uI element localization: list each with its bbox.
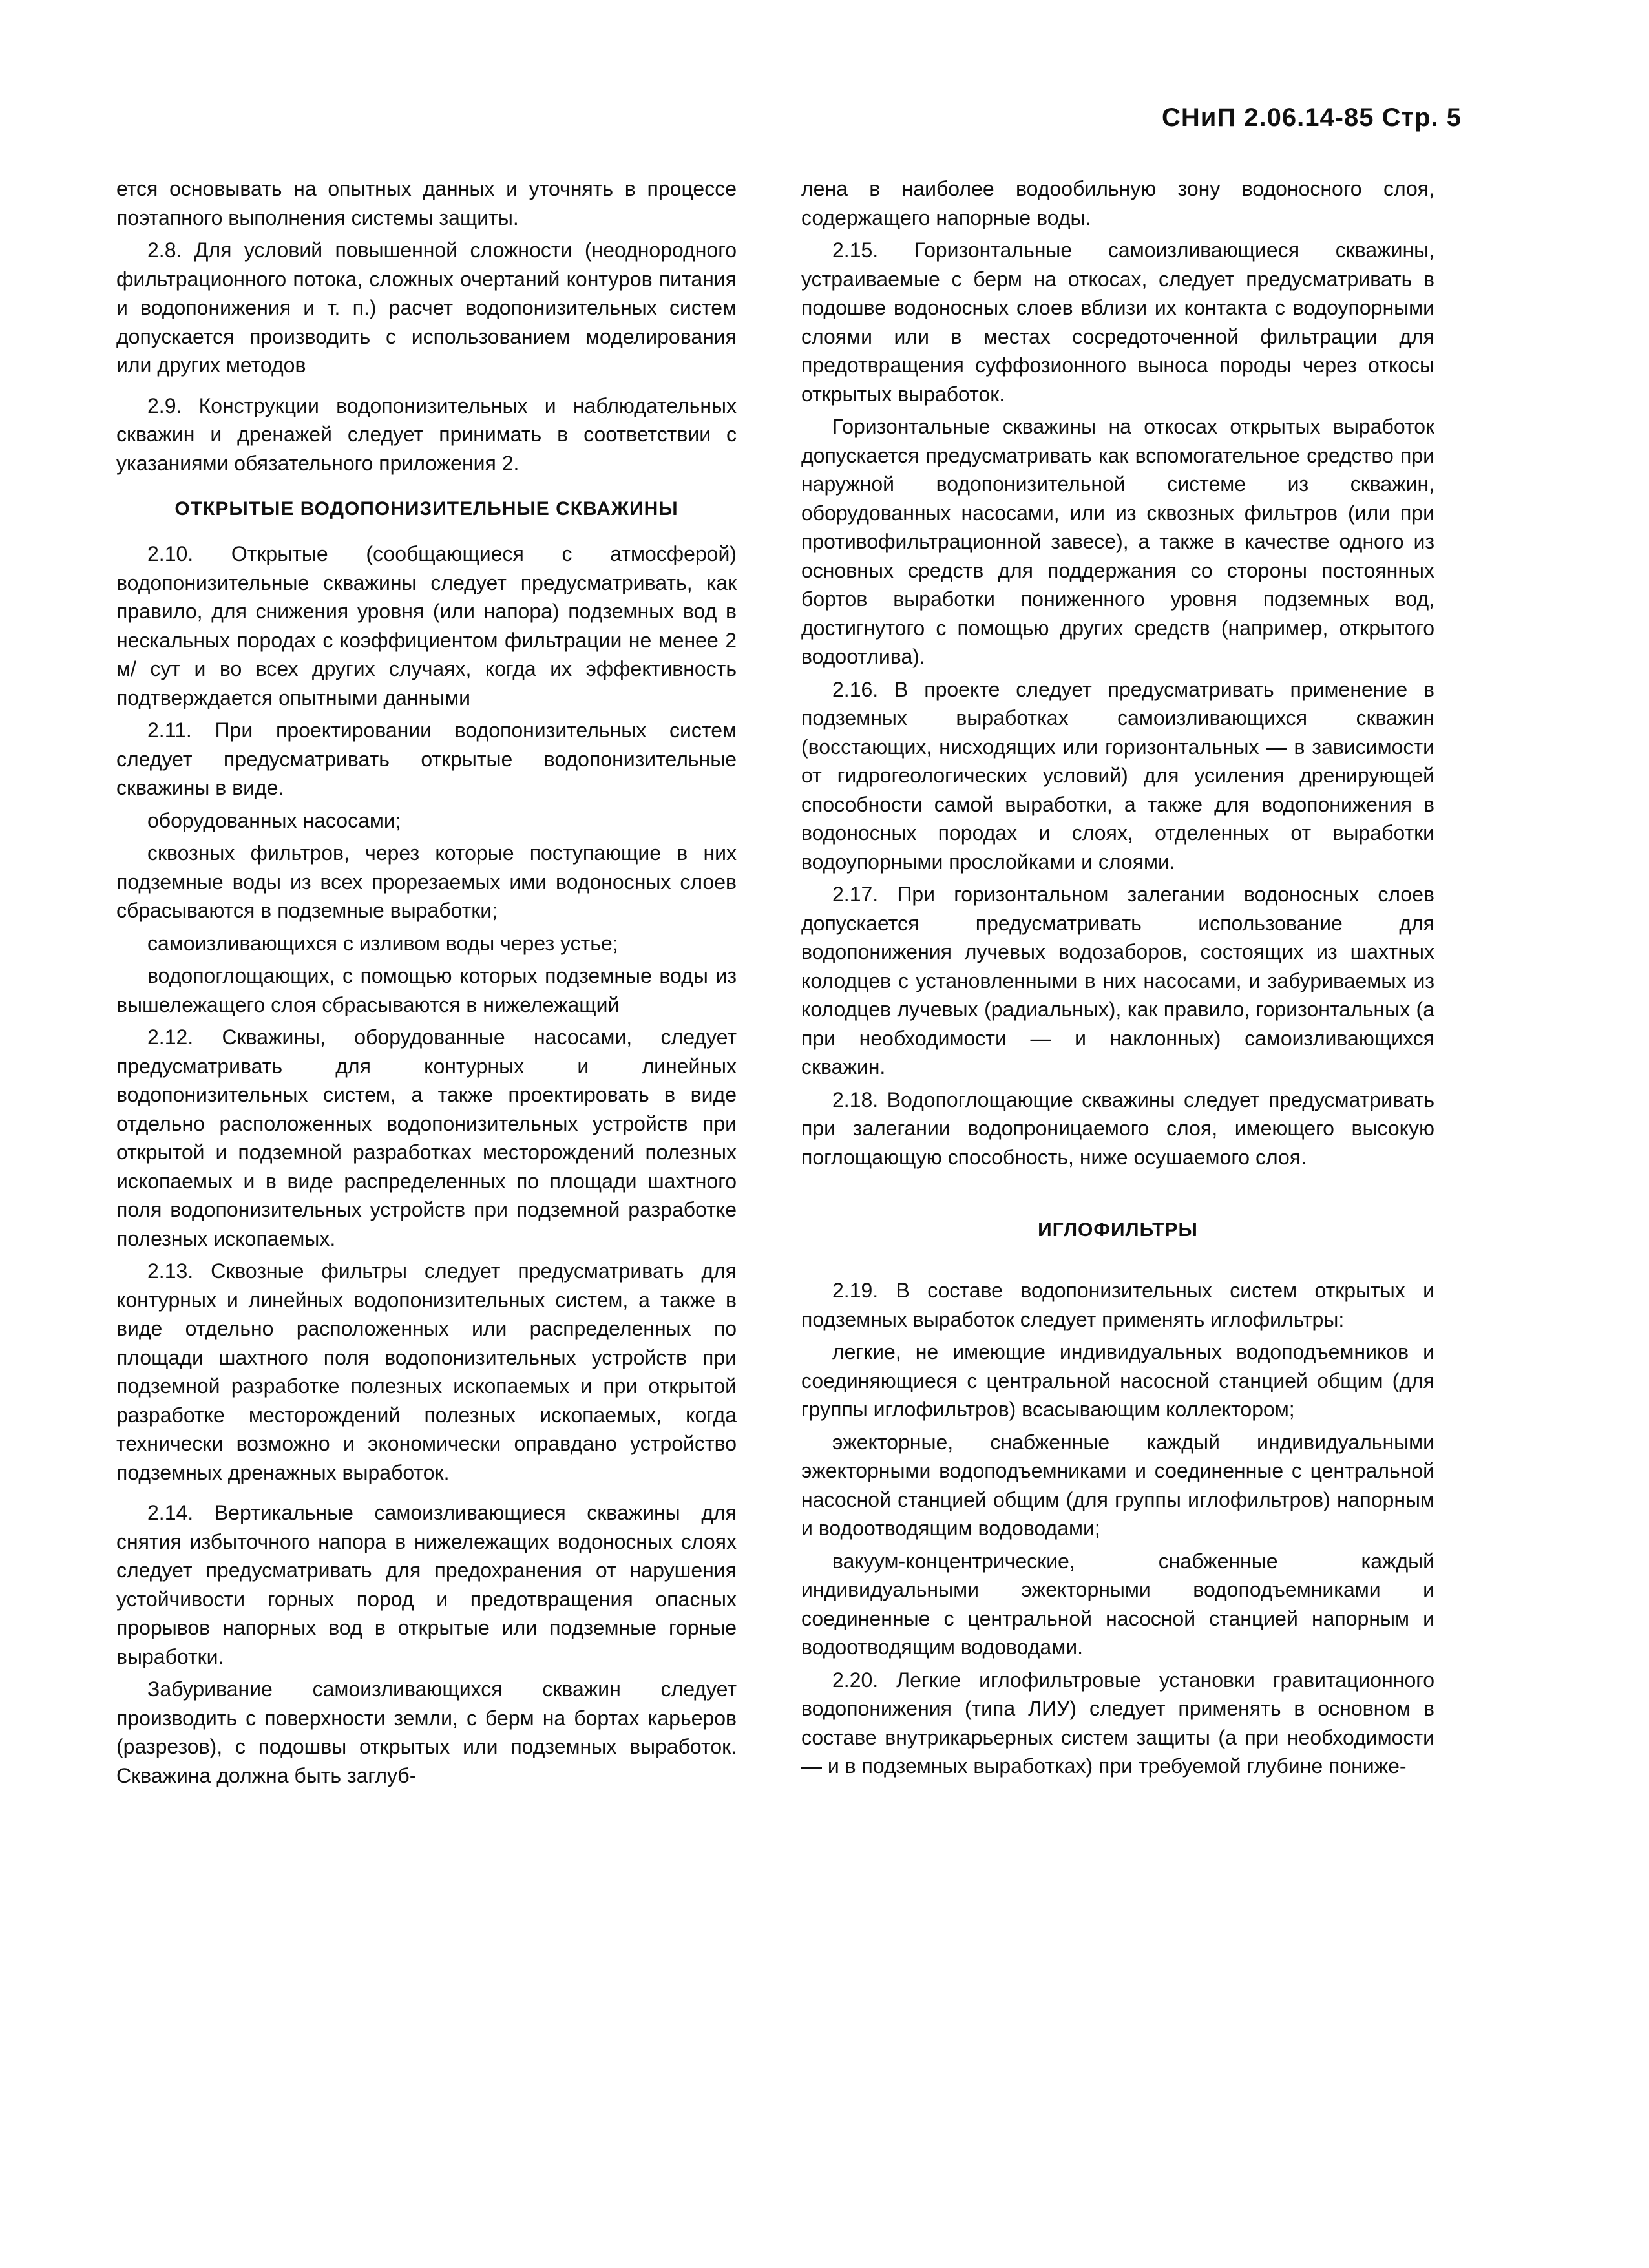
paragraph-2-13: 2.13. Сквозные фильтры следует предусматривать для контурных и линейных водопонизительных систем, а также в виде отдельно расположенных или распределенных по площади шахтного поля водопонизительных устройств при подземной разработке полезных ископаемых и при открытой разработке месторождений полезных ископаемых, когда технически возможно и экономически оправдано устройство подземных дренажных выработок. bbox=[116, 1259, 737, 1484]
paragraph-2-16: 2.16. В проекте следует предусматривать применение в подземных выработках самоизливающихся скважин (восстающих, нисходящих или горизонтальных — в зависимости от гидрогеологических условий) для усиления дренирующей способности самой выработки, а также для водопонижения в водоносных породах и слоях, отделенных от выработки водоупорными прослойками и слоями. bbox=[801, 677, 1434, 874]
left-column bbox=[116, 174, 737, 1794]
right-column bbox=[801, 174, 1434, 1785]
paragraph-2-19: 2.19. В составе водопонизительных систем открытых и подземных выработок следует применять иглофильтры: bbox=[801, 1279, 1434, 1331]
paragraph-2-15: 2.15. Горизонтальные самоизливающиеся скважины, устраиваемые с берм на откосах, следует предусматривать в подошве водоносных слоев вблизи их контакта с водоупорными слоями или в местах сосредоточенной фильтрации для предотвращения суффозионного выноса породы через откосы открытых выработок. bbox=[801, 238, 1434, 406]
paragraph-2-15-continued: Горизонтальные скважины на откосах открытых выработок допускается предусматривать как вспомогательное средство при наружной водопонизительной системе из скважин, оборудованных насосами, или из сквозных фильтров (или при противофильтрационной завесе), а также в качестве одного из основных средств для поддержания со стороны постоянных бортов выработки пониженного уровня подземных вод, достигнутого с помощью других средств (например, открытого водоотлива). bbox=[801, 415, 1434, 668]
list-item: эжекторные, снабженные каждый индивидуальными эжекторными водоподъемниками и соединенные с центральной насосной станцией общим (для группы иглофильтров) напорным и водоотводящим водоводами; bbox=[801, 1430, 1434, 1540]
section-heading-wellpoints: ИГЛОФИЛЬТРЫ bbox=[1038, 1219, 1198, 1241]
paragraph-2-8: 2.8. Для условий повышенной сложности (неоднородного фильтрационного потока, сложных очертаний контуров питания и водопонижения и т. п.) расчет водопонизительных систем допускается производить с использованием моделирования или других методов bbox=[116, 238, 737, 377]
paragraph-continuation: лена в наиболее водообильную зону водоносного слоя, содержащего напорные воды. bbox=[801, 177, 1434, 229]
paragraph-2-14: 2.14. Вертикальные самоизливающиеся скважины для снятия избыточного напора в нижележащих водоносных слоях следует предусматривать для предохранения от нарушения устойчивости горных пород и предотвращения опасных прорывов напорных вод в открытые или подземные горные выработки. bbox=[116, 1501, 737, 1668]
list-item: оборудованных насосами; bbox=[147, 808, 401, 832]
paragraph-2-17: 2.17. При горизонтальном залегании водоносных слоев допускается предусматривать использование для водопонижения лучевых водозаборов, состоящих из шахтных колодцев с установленными в них насосами, и забуриваемых из колодцев лучевых (радиальных), как правило, горизонтальных (а при необходимости — и наклонных) самоизливающихся скважин. bbox=[801, 883, 1434, 1078]
paragraph-2-11: 2.11. При проектировании водопонизительных систем следует предусматривать открытые водопонизительные скважины в виде. bbox=[116, 719, 737, 799]
list-item: легкие, не имеющие индивидуальных водоподъемников и соединяющиеся с центральной насосной станцией общим (для группы иглофильтров) всасывающим коллектором; bbox=[801, 1340, 1434, 1421]
paragraph-2-12: 2.12. Скважины, оборудованные насосами, следует предусматривать для контурных и линейных водопонизительных систем, а также проектировать в виде отдельно расположенных водопонизительных устройств при открытой и подземной разработках месторождений полезных ископаемых и в виде распределенных по площади шахтного поля водопонизительных устройств при подземной разработке полезных ископаемых. bbox=[116, 1025, 737, 1250]
paragraph-2-10: 2.10. Открытые (сообщающиеся с атмосферой) водопонизительные скважины следует предусматривать, как правило, для снижения уровня (или напора) подземных вод в нескальных породах с коэффициентом фильтрации не менее 2 м/ сут и во всех других случаях, когда их эффективность подтверждается опытными данными bbox=[116, 542, 737, 709]
list-item: водопоглощающих, с помощью которых подземные воды из вышележащего слоя сбрасываются в нижележащий bbox=[116, 964, 737, 1016]
page-header: СНиП 2.06.14-85 Стр. 5 bbox=[1162, 103, 1462, 132]
list-item: вакуум-концентрические, снабженные каждый индивидуальными эжекторными водоподъемниками и соединенные с центральной насосной станцией напорным и водоотводящим водоводами. bbox=[801, 1549, 1434, 1659]
paragraph-2-18: 2.18. Водопоглощающие скважины следует предусматривать при залегании водопроницаемого слоя, имеющего высокую поглощающую способность, ниже осушаемого слоя. bbox=[801, 1087, 1434, 1169]
paragraph-2-20: 2.20. Легкие иглофильтровые установки гравитационного водопонижения (типа ЛИУ) следует применять в основном в составе внутрикарьерных систем защиты (а при необходимости — и в подземных выработках) при требуемой глубине пониже- bbox=[801, 1668, 1434, 1778]
list-item: самоизливающихся с изливом воды через устье; bbox=[147, 931, 618, 955]
section-heading-open-wells: ОТКРЫТЫЕ ВОДОПОНИЗИТЕЛЬНЫЕ СКВАЖИНЫ bbox=[174, 498, 678, 520]
paragraph-continuation: ется основывать на опытных данных и уточнять в процессе поэтапного выполнения системы защиты. bbox=[116, 177, 737, 229]
list-item: сквозных фильтров, через которые поступающие в них подземные воды из всех прорезаемых ими водоносных слоев сбрасываются в подземные выработки; bbox=[116, 841, 737, 922]
paragraph-2-9: 2.9. Конструкции водопонизительных и наблюдательных скважин и дренажей следует принимать в соответствии с указаниями обязательного приложения 2. bbox=[116, 394, 737, 475]
paragraph-2-14-continued: Забуривание самоизливающихся скважин следует производить с поверхности земли, с берм на бортах карьеров (разрезов), с подошвы открытых или подземных выработок. Скважина должна быть заглуб- bbox=[116, 1677, 737, 1787]
